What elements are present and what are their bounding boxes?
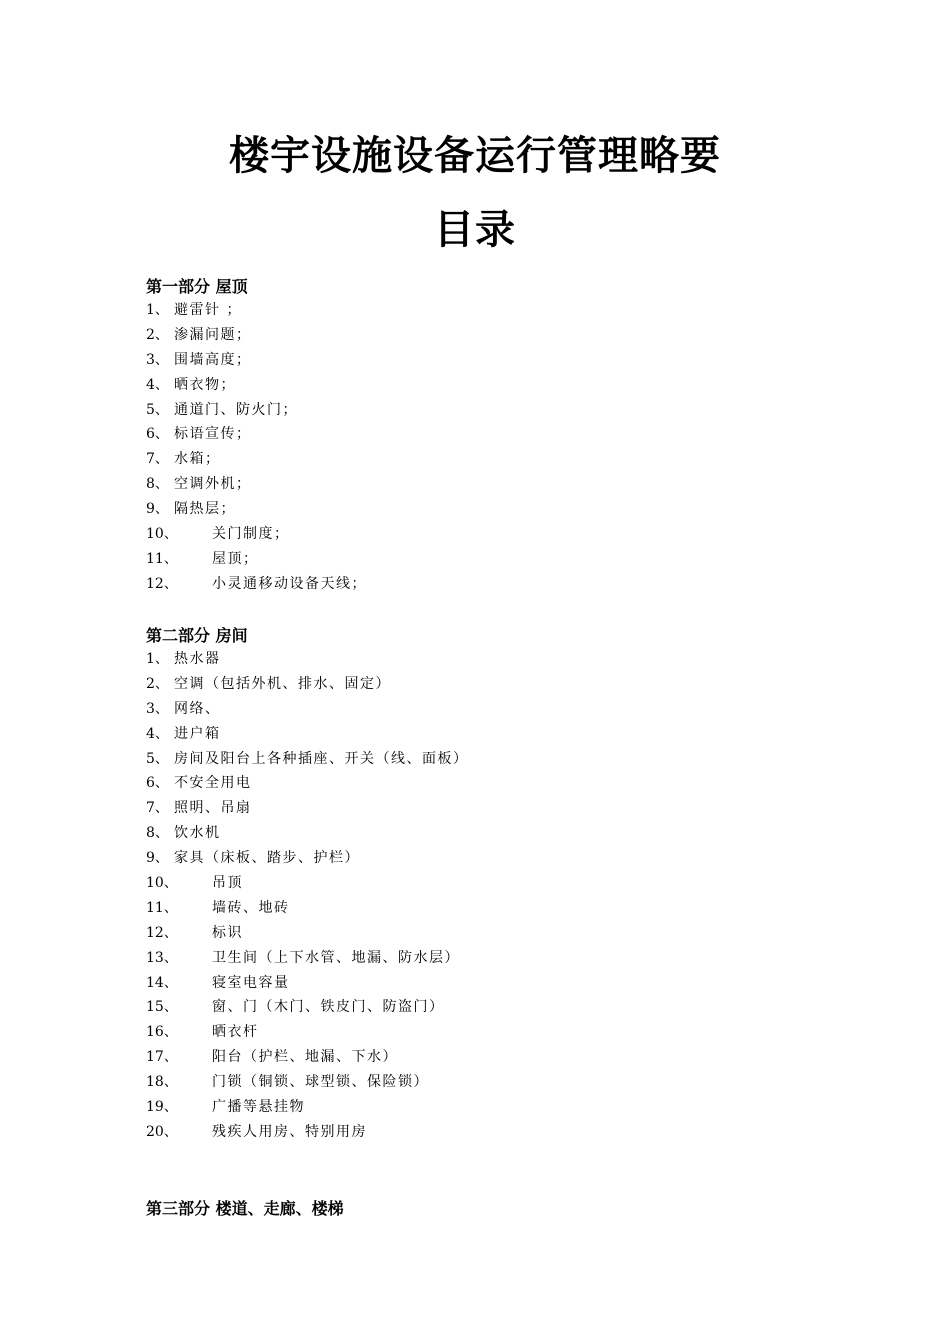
item-number: 5、 <box>146 750 169 767</box>
item-text: 饮水机 <box>174 825 221 842</box>
list-item <box>146 497 367 522</box>
item-number: 12、 <box>146 924 178 941</box>
item-number: 3、 <box>146 351 169 368</box>
item-number: 10、 <box>146 875 178 892</box>
item-number: 11、 <box>146 899 178 916</box>
list-item <box>146 647 469 672</box>
item-text: 晒衣杆 <box>212 1024 259 1041</box>
list-item <box>146 298 367 323</box>
item-text: 隔热层； <box>174 501 236 518</box>
item-number: 2、 <box>146 326 169 343</box>
item-number: 7、 <box>146 800 169 817</box>
item-text: 围墙高度； <box>174 351 252 368</box>
item-number: 6、 <box>146 775 169 792</box>
list-item <box>146 921 469 946</box>
section-heading: 第一部分 屋顶 <box>146 277 248 296</box>
list-item <box>146 796 469 821</box>
item-text: 避雷针 ； <box>174 302 242 318</box>
item-text: 寝室电容量 <box>212 974 290 991</box>
item-text: 残疾人用房、特别用房 <box>212 1123 367 1140</box>
list-item <box>146 472 367 497</box>
item-text: 通道门、防火门； <box>174 401 298 418</box>
item-number: 1、 <box>146 302 169 318</box>
item-number: 16、 <box>146 1024 178 1041</box>
section-item-list <box>146 298 367 597</box>
item-text: 晒衣物； <box>174 376 236 393</box>
item-text: 不安全用电 <box>174 775 252 792</box>
list-item <box>146 697 469 722</box>
list-item <box>146 447 367 472</box>
item-number: 6、 <box>146 426 169 443</box>
item-number: 13、 <box>146 949 178 966</box>
item-number: 4、 <box>146 376 169 393</box>
item-text: 空调（包括外机、排水、固定） <box>174 675 391 692</box>
document-title: 楼宇设施设备运行管理略要 <box>229 132 721 179</box>
item-text: 标识 <box>212 924 243 941</box>
item-text: 窗、门（木门、铁皮门、防盗门） <box>212 999 445 1016</box>
item-number: 3、 <box>146 700 169 717</box>
item-text: 墙砖、地砖 <box>212 899 290 916</box>
list-item <box>146 747 469 772</box>
item-text: 水箱； <box>174 451 221 468</box>
item-text: 照明、吊扇 <box>174 800 252 817</box>
list-item <box>146 422 367 447</box>
item-text: 家具（床板、踏步、护栏） <box>174 850 360 867</box>
list-item <box>146 1020 469 1045</box>
item-text: 关门制度； <box>212 526 290 543</box>
list-item <box>146 547 367 572</box>
list-item <box>146 672 469 697</box>
list-item <box>146 1095 469 1120</box>
item-text: 网络、 <box>174 700 221 717</box>
list-item <box>146 771 469 796</box>
list-item <box>146 522 367 547</box>
list-item <box>146 323 367 348</box>
item-number: 9、 <box>146 501 169 518</box>
item-number: 9、 <box>146 850 169 867</box>
list-item <box>146 946 469 971</box>
item-text: 阳台（护栏、地漏、下水） <box>212 1049 398 1066</box>
list-item <box>146 398 367 423</box>
item-number: 8、 <box>146 476 169 493</box>
item-number: 8、 <box>146 825 169 842</box>
item-text: 空调外机； <box>174 476 252 493</box>
list-item <box>146 348 367 373</box>
section-heading: 第三部分 楼道、走廊、楼梯 <box>146 1199 344 1218</box>
item-text: 热水器 <box>174 651 221 667</box>
list-item <box>146 1045 469 1070</box>
list-item <box>146 821 469 846</box>
item-text: 房间及阳台上各种插座、开关（线、面板） <box>174 750 469 767</box>
item-number: 4、 <box>146 725 169 742</box>
list-item <box>146 722 469 747</box>
item-number: 17、 <box>146 1049 178 1066</box>
item-text: 进户箱 <box>174 725 221 742</box>
section-item-list <box>146 647 469 1145</box>
item-text: 标语宣传； <box>174 426 252 443</box>
item-number: 7、 <box>146 451 169 468</box>
item-number: 2、 <box>146 675 169 692</box>
list-item <box>146 1120 469 1145</box>
section-heading: 第二部分 房间 <box>146 626 248 645</box>
item-text: 小灵通移动设备天线； <box>212 575 367 592</box>
item-number: 5、 <box>146 401 169 418</box>
item-text: 卫生间（上下水管、地漏、防水层） <box>212 949 460 966</box>
list-item <box>146 971 469 996</box>
list-item <box>146 1070 469 1095</box>
list-item <box>146 995 469 1020</box>
item-number: 10、 <box>146 526 178 543</box>
list-item <box>146 373 367 398</box>
item-text: 广播等悬挂物 <box>212 1099 305 1116</box>
list-item <box>146 846 469 871</box>
list-item <box>146 871 469 896</box>
toc-title: 目录 <box>434 206 516 253</box>
item-number: 20、 <box>146 1123 178 1140</box>
item-text: 屋顶； <box>212 550 259 567</box>
item-text: 渗漏问题； <box>174 326 252 343</box>
item-number: 14、 <box>146 974 178 991</box>
item-number: 1、 <box>146 651 169 667</box>
item-number: 19、 <box>146 1099 178 1116</box>
list-item <box>146 572 367 597</box>
item-text: 吊顶 <box>212 875 243 892</box>
item-number: 12、 <box>146 575 178 592</box>
item-number: 15、 <box>146 999 178 1016</box>
item-number: 18、 <box>146 1074 178 1091</box>
item-number: 11、 <box>146 550 178 567</box>
list-item <box>146 896 469 921</box>
item-text: 门锁（铜锁、球型锁、保险锁） <box>212 1074 429 1091</box>
